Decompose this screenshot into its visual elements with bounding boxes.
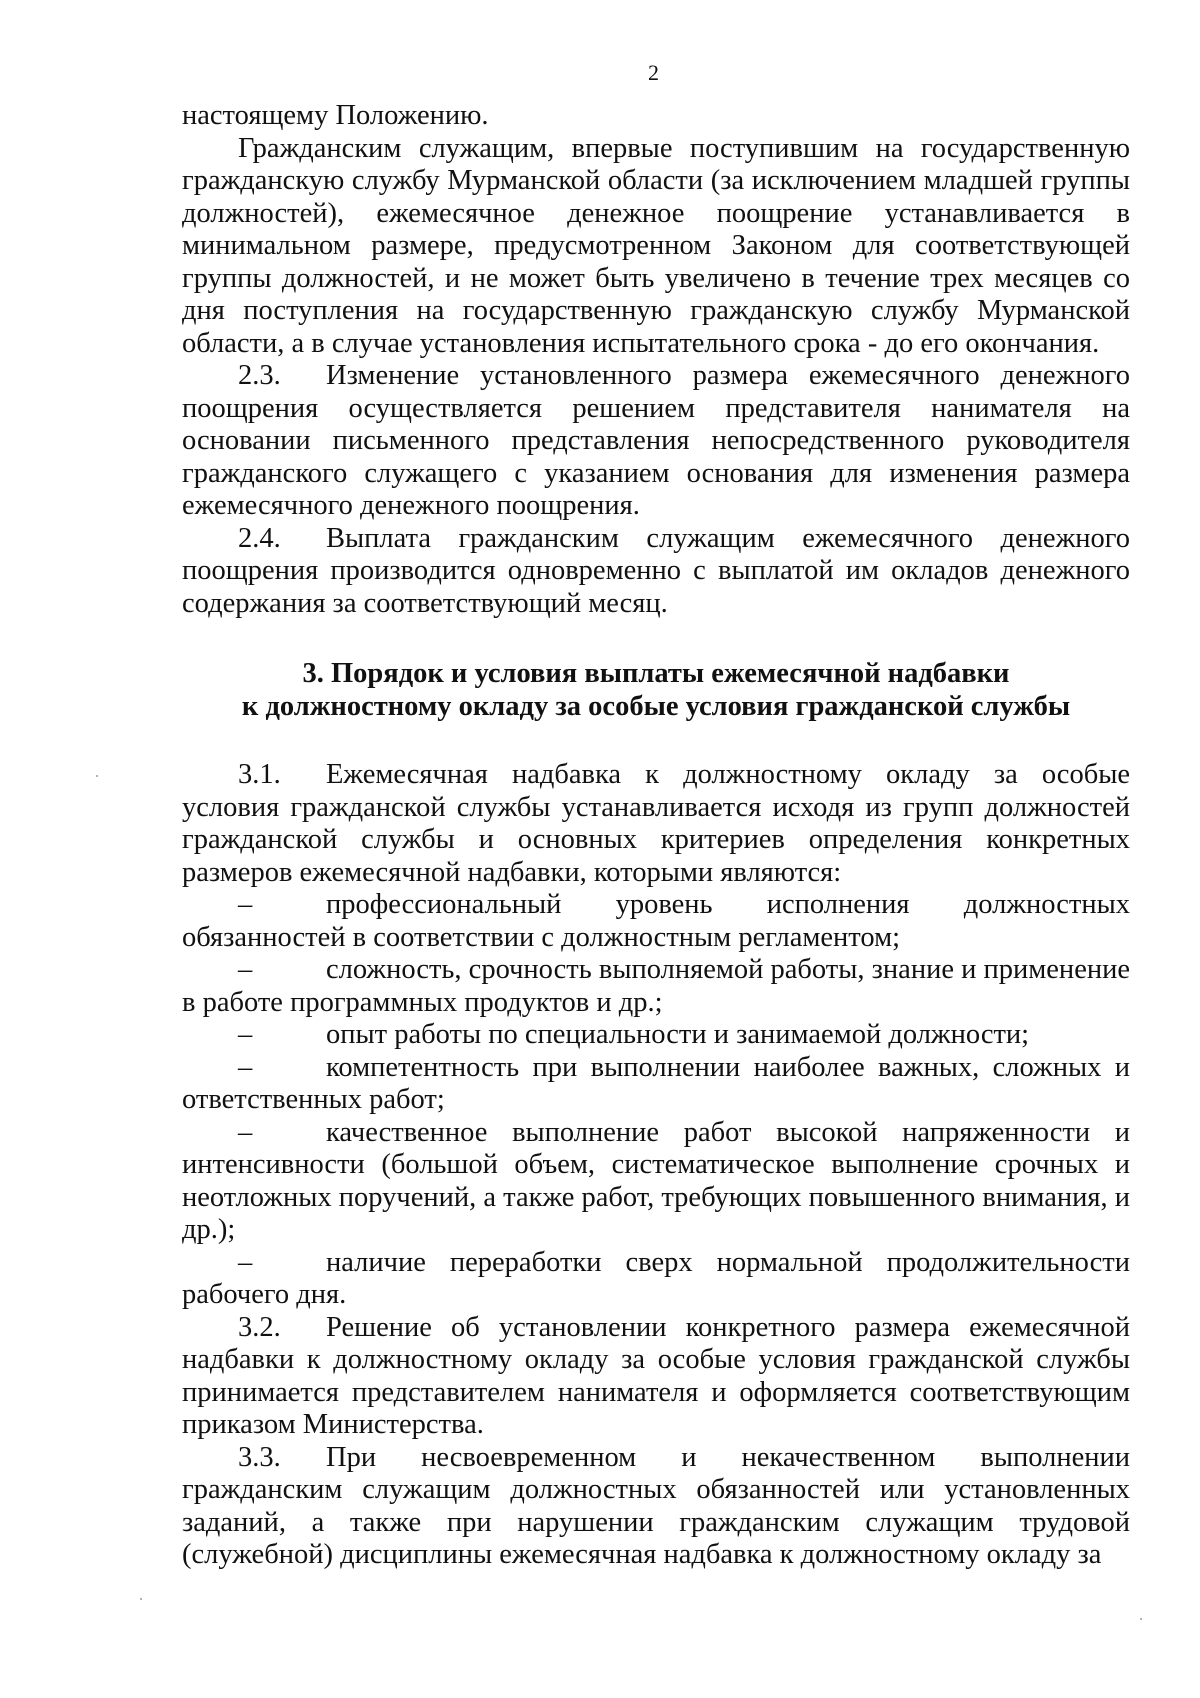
scan-speck	[140, 1598, 142, 1600]
clause-text: Решение об установлении конкретного размера ежемесячной надбавки к должностному окладу за особые условия гражданской службы принимается представителем нанимателя и оформляется соответствующим приказом Министерства.	[182, 1311, 1130, 1440]
dash-marker: –	[238, 1246, 253, 1278]
dash-marker: –	[238, 1019, 253, 1050]
criterion-item	[182, 1247, 1130, 1312]
clause-2-3	[182, 360, 1130, 523]
section-heading-line-2: к должностному окладу за особые условия гражданской службы	[241, 690, 1071, 722]
criterion-item	[182, 1052, 1130, 1117]
criterion-item	[182, 1019, 1130, 1052]
dash-marker: –	[238, 1116, 253, 1148]
scan-speck	[1140, 1618, 1142, 1620]
clause-2-4	[182, 523, 1130, 621]
clause-text: При несвоевременном и некачественном выполнении гражданским служащим должностных обязанностей или установленных заданий, а также при нарушении гражданским служащим трудовой (служебной) дисциплины ежемесячная надбавка к должностному окладу за	[182, 1441, 1130, 1570]
dash-marker: –	[238, 889, 253, 920]
criterion-item	[182, 889, 1130, 954]
section-heading-line-1: 3. Порядок и условия выплаты ежемесячной надбавки	[302, 658, 1010, 689]
clause-3-3	[182, 1442, 1130, 1572]
clause-number: 3.1.	[238, 759, 281, 790]
criterion-item	[182, 954, 1130, 1019]
clause-text: Изменение установленного размера ежемесячного денежного поощрения осуществляется решением представителя нанимателя на основании письменного представления непосредственного руководителя гражданского служащего с указанием основания для изменения размера ежемесячного денежного поощрения.	[182, 360, 1130, 521]
criterion-item	[182, 1117, 1130, 1247]
dash-marker: –	[238, 1051, 253, 1083]
section-heading	[182, 658, 1130, 723]
page-number: 2	[648, 60, 659, 85]
criterion-text: качественное выполнение работ высокой напряженности и интенсивности (большой объем, систематическое выполнение срочных и неотложных поручений, а также работ, требующих повышенного внимания, и др.);	[182, 1116, 1130, 1245]
criterion-text: наличие переработки сверх нормальной продолжительности рабочего дня.	[182, 1246, 1130, 1310]
scan-speck	[96, 775, 98, 777]
clause-number: 2.4.	[238, 522, 281, 554]
dash-marker: –	[238, 954, 253, 985]
paragraph-new-employees: Гражданским служащим, впервые поступившим на государственную гражданскую службу Мурманской области (за исключением младшей группы должностей), ежемесячное денежное поощрение устанавливается в минимальном размере, предусмотренном Законом для соответствующей группы должностей, и не может быть увеличено в течение трех месяцев со дня поступления на государственную гражданскую службу Мурманской области, а в случае установления испытательного срока - до его окончания.	[182, 132, 1130, 359]
clause-3-1	[182, 759, 1130, 889]
clause-3-2	[182, 1312, 1130, 1442]
criterion-text: сложность, срочность выполняемой работы, знание и применение в работе программных продуктов и др.;	[182, 954, 1130, 1018]
paragraph-continuation: настоящему Положению.	[182, 100, 489, 131]
criterion-text: профессиональный уровень исполнения должностных обязанностей в соответствии с должностным регламентом;	[182, 889, 1130, 953]
clause-number: 3.2.	[238, 1311, 281, 1343]
document-body	[182, 100, 1130, 1572]
clause-text: Ежемесячная надбавка к должностному окладу за особые условия гражданской службы устанавливается исходя из групп должностей гражданской службы и основных критериев определения конкретных размеров ежемесячной надбавки, которыми являются:	[182, 759, 1130, 888]
criterion-text: компетентность при выполнении наиболее важных, сложных и ответственных работ;	[182, 1051, 1130, 1115]
clause-text: Выплата гражданским служащим ежемесячного денежного поощрения производится одновременно с выплатой им окладов денежного содержания за соответствующий месяц.	[182, 522, 1130, 619]
clause-number: 2.3.	[238, 360, 281, 391]
clause-number: 3.3.	[238, 1441, 281, 1473]
criterion-text: опыт работы по специальности и занимаемой должности;	[326, 1019, 1030, 1050]
